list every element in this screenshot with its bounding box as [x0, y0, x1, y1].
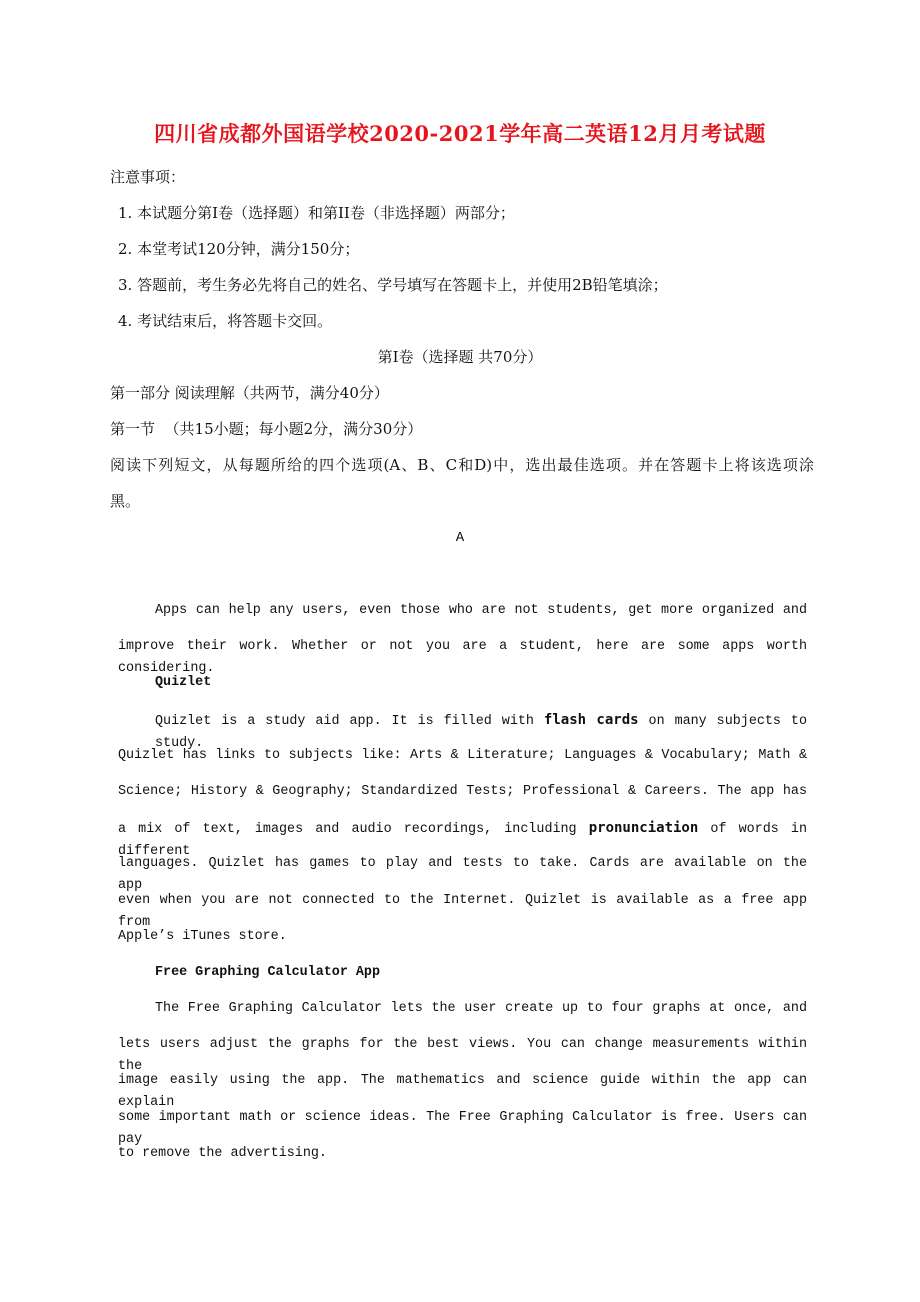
paragraph-line — [118, 926, 807, 962]
instruction-line: 阅读下列短文，从每题所给的四个选项(A、B、C和D)中，选出最佳选项。并在答题卡上将该选项涂 — [110, 456, 814, 474]
notice-item: 3. 答题前，考生务必先将自己的姓名、学号填写在答题卡上，并使用2B铅笔填涂； — [118, 276, 668, 294]
paragraph-line — [118, 1034, 816, 1075]
paragraph-line — [118, 636, 816, 677]
text-segment: Quizlet has links to subjects like: Arts & Literature; Languages & Vocabulary; Math & — [118, 747, 807, 763]
subsection-heading: Quizlet — [155, 675, 212, 691]
subsection-heading: Free Graphing Calculator App — [155, 964, 380, 980]
paragraph-line — [118, 745, 807, 781]
text-segment: of words in different — [118, 822, 816, 860]
part-heading: 第一部分 阅读理解（共两节，满分40分） — [110, 384, 389, 402]
text-segment: image easily using the app. The mathematics and science guide within the app can explain — [118, 1073, 816, 1111]
paragraph-line — [118, 709, 816, 751]
passage-label: A — [455, 530, 465, 546]
text-segment: Science; History & Geography; Standardized Tests; Professional & Careers. The app has — [118, 783, 807, 799]
text-segment: lets users adjust the graphs for the best views. You can change measurements within the — [118, 1037, 816, 1075]
paragraph-line — [118, 1070, 816, 1111]
text-segment: Apple’s iTunes store. — [118, 928, 287, 944]
text-segment: to remove the advertising. — [118, 1145, 327, 1161]
paragraph-line — [118, 998, 807, 1034]
volume-heading: 第Ⅰ卷（选择题 共70分） — [377, 348, 543, 366]
notice-item: 4. 考试结束后，将答题卡交回。 — [118, 312, 333, 330]
notice-heading: 注意事项： — [110, 168, 186, 186]
paragraph-line — [118, 853, 816, 894]
paragraph-line — [118, 600, 807, 636]
passage-body — [118, 600, 816, 1179]
paragraph-line — [118, 1143, 807, 1179]
instruction-line: 黑。 — [110, 492, 141, 510]
text-segment: on many subjects to study. — [155, 713, 816, 751]
text-segment: improve their work. Whether or not you are a student, here are some apps worth considering. — [118, 639, 816, 677]
notice-item: 1. 本试题分第Ⅰ卷（选择题）和第II卷（非选择题）两部分； — [118, 204, 515, 222]
section-heading: 第一节 （共15小题；每小题2分，满分30分） — [110, 420, 423, 438]
text-segment: Quizlet is a study aid app. It is filled with — [155, 713, 544, 729]
paragraph-line — [118, 817, 816, 860]
notice-item: 2. 本堂考试120分钟，满分150分； — [118, 240, 360, 258]
document-title: 四川省成都外国语学校2020-2021学年高二英语12月月考试题 — [154, 121, 766, 146]
bold-term: flash cards — [543, 711, 639, 728]
bold-term: pronunciation — [588, 820, 699, 837]
text-segment: some important math or science ideas. The Free Graphing Calculator is free. Users can pay — [118, 1109, 816, 1147]
text-segment: even when you are not connected to the Internet. Quizlet is available as a free app from — [118, 892, 816, 930]
text-segment: The Free Graphing Calculator lets the user create up to four graphs at once, and — [155, 1001, 807, 1017]
paragraph-line — [118, 890, 816, 930]
text-segment: Apps can help any users, even those who are not students, get more organized and — [155, 603, 807, 618]
text-segment: languages. Quizlet has games to play and tests to take. Cards are available on the app — [118, 856, 816, 894]
paragraph-line — [118, 781, 807, 817]
text-segment: a mix of text, images and audio recordings, including — [118, 822, 589, 838]
paragraph-line — [118, 1107, 816, 1147]
